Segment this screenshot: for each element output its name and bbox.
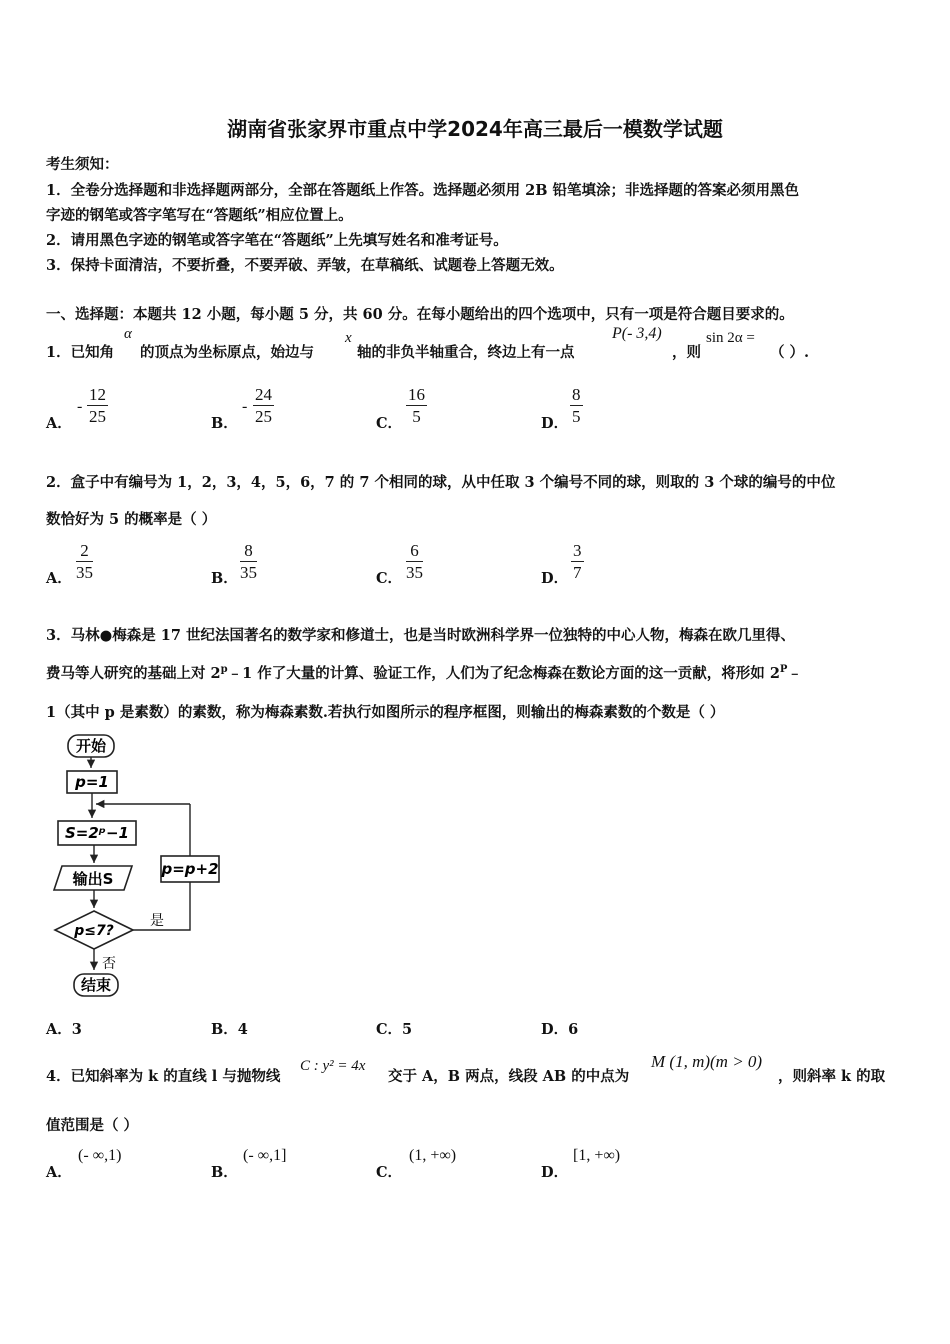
notice-item: 1．全卷分选择题和非选择题两部分，全部在答题纸上作答。选择题必须用 2B 铅笔填涂；非选择题的答案必须用黑色	[46, 182, 800, 199]
denominator: 35	[76, 563, 93, 582]
option-label: A．	[46, 570, 72, 587]
q1-text: （ ）.	[770, 344, 810, 361]
option-label	[211, 1018, 248, 1039]
flowchart	[50, 730, 240, 1002]
option-value: [1, +∞)	[573, 1147, 621, 1164]
option-label: B．	[211, 415, 238, 432]
q1-text: 的顶点为坐标原点，始边与	[140, 344, 314, 361]
q4-text: 4．已知斜率为 k 的直线 l 与抛物线	[46, 1068, 281, 1085]
option-fraction	[240, 541, 257, 584]
option-label: A．	[46, 415, 72, 432]
option-label-text: A．	[46, 1021, 72, 1038]
q4-text: 值范围是（ ）	[46, 1117, 139, 1134]
notice-item: 3．保持卡面清洁，不要折叠，不要弄破、弄皱，在草稿纸、试题卷上答题无效。	[46, 257, 564, 274]
option-label: D．	[541, 1164, 569, 1181]
flow-calc-text: S=2ᵖ−1	[65, 824, 129, 842]
option-fraction	[406, 541, 423, 584]
q2-text: 数恰好为 5 的概率是（ ）	[46, 511, 217, 528]
flow-cond-text: p≤7?	[74, 923, 114, 939]
option-value: 3	[71, 1021, 82, 1038]
denominator: 35	[240, 563, 257, 582]
option-label	[541, 1018, 578, 1039]
option-fraction	[87, 385, 108, 428]
option-fraction	[571, 541, 584, 584]
flow-init-text: p=1	[75, 773, 109, 791]
option-label: A．	[46, 1164, 72, 1181]
q4-text: 交于 A，B 两点，线段 AB 的中点为	[388, 1068, 630, 1085]
option-sign: -	[242, 398, 248, 415]
option-label: D．	[541, 415, 569, 432]
option-label	[376, 1018, 412, 1039]
q1-alpha: α	[124, 326, 132, 342]
option-label-text: D．	[541, 1021, 569, 1038]
option-label: B．	[211, 570, 238, 587]
q3-text	[46, 662, 802, 683]
flow-no-label: 否	[102, 956, 116, 972]
option-label: C．	[376, 415, 403, 432]
q3-text-part: 费马等人研究的基础上对 2	[46, 665, 221, 682]
denominator: 25	[255, 407, 272, 426]
option-fraction	[76, 541, 93, 584]
numerator: 2	[76, 541, 93, 562]
q1-expr: sin 2α =	[706, 330, 755, 346]
q2-text: 2．盒子中有编号为 1，2，3，4，5，6，7 的 7 个相同的球，从中任取 3 个编号不同的球，则取的 3 个球的编号的中位	[46, 474, 836, 491]
q3-text: 3．马林●梅森是 17 世纪法国著名的数学家和修道士，也是当时欧洲科学界一位独特的中心人物，梅森在欧几里得、	[46, 627, 796, 644]
q4-midpoint: M (1, m)(m > 0)	[651, 1052, 763, 1071]
q1-text: 1．已知角	[46, 344, 115, 361]
numerator: 6	[406, 541, 423, 562]
flow-yes-label: 是	[150, 913, 164, 929]
option-value: 4	[237, 1021, 248, 1038]
flow-start-text: 开始	[75, 737, 107, 755]
option-label	[46, 1018, 82, 1039]
denominator: 25	[89, 407, 106, 426]
numerator: 8	[240, 541, 257, 562]
q3-text-part: ﹣	[787, 665, 802, 682]
page-title: 湖南省张家界市重点中学2024年高三最后一模数学试题	[227, 117, 723, 141]
option-sign: -	[77, 398, 83, 415]
denominator: 5	[572, 407, 581, 426]
denominator: 5	[412, 407, 421, 426]
q1-x: x	[345, 330, 352, 346]
option-label-text: B．	[211, 1021, 238, 1038]
q3-superscript: p	[220, 664, 228, 676]
option-label-text: C．	[376, 1021, 403, 1038]
numerator: 12	[89, 385, 106, 404]
numerator: 16	[408, 385, 425, 404]
option-fraction	[406, 385, 427, 428]
flow-end-text: 结束	[80, 976, 112, 994]
q3-superscript: P	[779, 664, 788, 676]
option-fraction	[253, 385, 274, 428]
notice-heading: 考生须知：	[46, 156, 119, 173]
option-label: D．	[541, 570, 569, 587]
notice-item: 2．请用黑色字迹的钢笔或答字笔在“答题纸”上先填写姓名和准考证号。	[46, 232, 508, 249]
numerator: 8	[572, 385, 581, 404]
option-value: (- ∞,1]	[243, 1147, 287, 1164]
q4-text: ，则斜率 k 的取	[778, 1068, 886, 1085]
section-heading: 一、选择题：本题共 12 小题，每小题 5 分，共 60 分。在每小题给出的四个选项中，只有一项是符合题目要求的。	[46, 306, 794, 323]
notice-item: 字迹的钢笔或答字笔写在“答题纸”相应位置上。	[46, 207, 353, 224]
numerator: 24	[255, 385, 272, 404]
option-label: C．	[376, 570, 403, 587]
q3-text-part: ﹣1 作了大量的计算、验证工作，人们为了纪念梅森在数论方面的这一贡献，将形如 2	[227, 665, 780, 682]
q4-curve: C : y² = 4x	[300, 1058, 366, 1074]
option-fraction	[570, 385, 583, 428]
option-value: (- ∞,1)	[78, 1147, 122, 1164]
option-value: 6	[568, 1021, 579, 1038]
option-value: 5	[402, 1021, 413, 1038]
flow-output-text: 输出S	[72, 870, 114, 888]
q1-point: P(- 3,4)	[612, 325, 662, 342]
q3-text: 1（其中 p 是素数）的素数，称为梅森素数.若执行如图所示的程序框图，则输出的梅森素数的个数是（ ）	[46, 704, 725, 721]
flow-inc-text: p=p+2	[161, 860, 219, 878]
option-label: B．	[211, 1164, 238, 1181]
option-label: C．	[376, 1164, 403, 1181]
denominator: 35	[406, 563, 423, 582]
denominator: 7	[573, 563, 582, 582]
q1-text: ，则	[672, 344, 701, 361]
numerator: 3	[573, 541, 582, 560]
option-value: (1, +∞)	[409, 1147, 457, 1164]
q1-text: 轴的非负半轴重合，终边上有一点	[357, 344, 575, 361]
